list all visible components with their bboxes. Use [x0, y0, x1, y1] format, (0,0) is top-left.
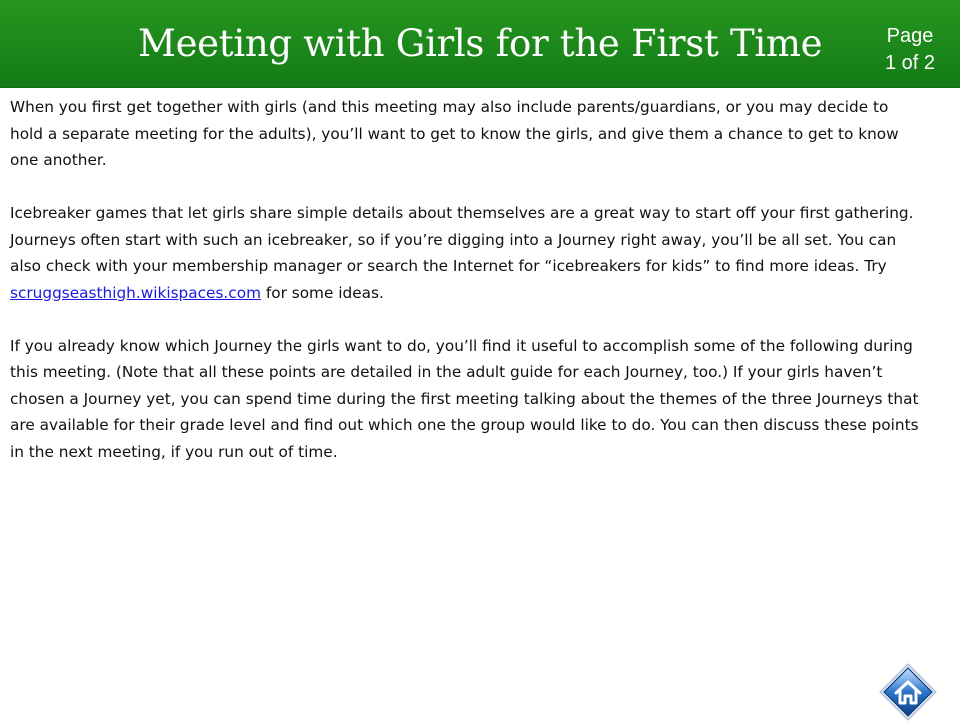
- paragraph-intro: When you first get together with girls (and this meeting may also include parents/guardians, or you may decide to hold a separate meeting for the adults), you’ll want to get to know the girls, and give them a chance to get to know one another.: [10, 98, 899, 169]
- body-text: [10, 94, 926, 492]
- home-button[interactable]: [879, 663, 937, 721]
- wikispaces-link[interactable]: scruggseasthigh.wikispaces.com: [10, 283, 261, 302]
- page-title: Meeting with Girls for the First Time: [138, 22, 823, 65]
- page-indicator: [868, 23, 952, 77]
- paragraph-icebreakers: [10, 200, 926, 306]
- paragraph-icebreakers-tail: for some ideas.: [260, 283, 384, 302]
- paragraph-icebreakers-text: Icebreaker games that let girls share simple details about themselves are a great way to start off your first gathering. Journeys often start with such an icebreaker, so if you’re digging into a Journey right away, you’ll be all set. You can also check with your membership manager or search the Internet for “icebreakers for kids” to find more ideas. Try: [10, 204, 914, 275]
- title-banner: [0, 0, 960, 88]
- paragraph-journey: If you already know which Journey the girls want to do, you’ll find it useful to accomplish some of the following during this meeting. (Note that all these points are detailed in the adult guide for each Journey, too.) If your girls haven’t chosen a Journey yet, you can spend time during the first meeting talking about the themes of the three Journeys that are available for their grade level and find out which one the group would like to do. You can then discuss these points in the next meeting, if you run out of time.: [10, 336, 919, 461]
- home-icon: [879, 663, 937, 721]
- page-label: Page: [886, 25, 934, 47]
- page-count: 1 of 2: [884, 52, 936, 74]
